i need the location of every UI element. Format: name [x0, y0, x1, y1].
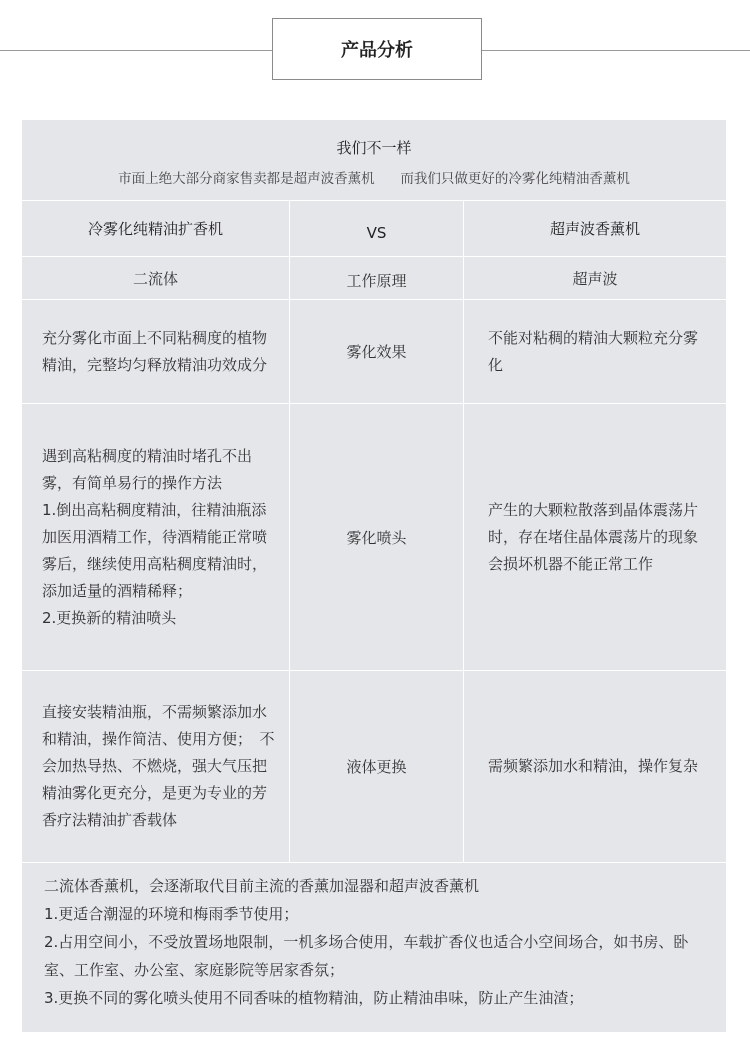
table-cell: 不能对粘稠的精油大颗粒充分雾化: [488, 328, 699, 374]
table-cell: 二流体: [132, 269, 178, 288]
table-cell: 工作原理: [346, 271, 407, 290]
table-cell: 直接安装精油瓶，不需频繁添加水和精油，操作简洁、使用方便； 不会加热导热、不燃烧，强大气压把精油雾化更充分，是更为专业的芳香疗法精油扩香载体: [42, 703, 275, 829]
header-left: 冷雾化纯精油扩香机: [87, 220, 223, 238]
section-title: 产品分析: [272, 18, 482, 80]
intro: [22, 120, 726, 200]
table-cell: 超声波: [572, 269, 618, 288]
table-cell: 需频繁添加水和精油，操作复杂: [488, 757, 699, 775]
summary-line: 二流体香薰机，会逐渐取代目前主流的香薰加湿器和超声波香薰机: [44, 877, 480, 895]
title-rule-left: [0, 50, 272, 51]
header-right: 超声波香薰机: [549, 220, 640, 238]
intro-heading: 我们不一样: [336, 139, 412, 157]
header-vs: VS: [366, 223, 387, 242]
comparison-panel: [22, 120, 726, 1032]
intro-subtitle: 市面上绝大部分商家售卖都是超声波香薰机 而我们只做更好的冷雾化纯精油香薰机: [118, 171, 630, 187]
table-cell: 液体更换: [346, 758, 407, 776]
summary-line: 3.更换不同的雾化喷头使用不同香味的植物精油，防止精油串味，防止产生油渣；: [44, 989, 584, 1007]
summary-notes: [44, 872, 714, 1012]
summary-line: 1.更适合潮湿的环境和梅雨季节使用；: [44, 905, 299, 923]
title-rule-right: [482, 50, 750, 51]
row-divider: [22, 862, 726, 863]
summary-line: 2.占用空间小，不受放置场地限制，一机多场合使用，车载扩香仪也适合小空间场合，如书房、卧室、工作室、办公室、家庭影院等居家香氛；: [44, 933, 689, 979]
table-cell: 充分雾化市面上不同粘稠度的植物精油，完整均匀释放精油功效成分: [42, 328, 268, 374]
table-cell: 雾化效果: [346, 343, 407, 361]
table-cell: 雾化喷头: [346, 528, 407, 547]
table-cell: 产生的大颗粒散落到晶体震荡片时，存在堵住晶体震荡片的现象会损坏机器不能正常工作: [488, 500, 699, 573]
table-cell: 遇到高粘稠度的精油时堵孔不出雾，有简单易行的操作方法 1.倒出高粘稠度精油，往精油瓶添加医用酒精工作，待酒精能正常喷雾后，继续使用高粘稠度精油时，添加适量的酒精稀释； 2.更换新的精油喷头: [42, 446, 268, 627]
